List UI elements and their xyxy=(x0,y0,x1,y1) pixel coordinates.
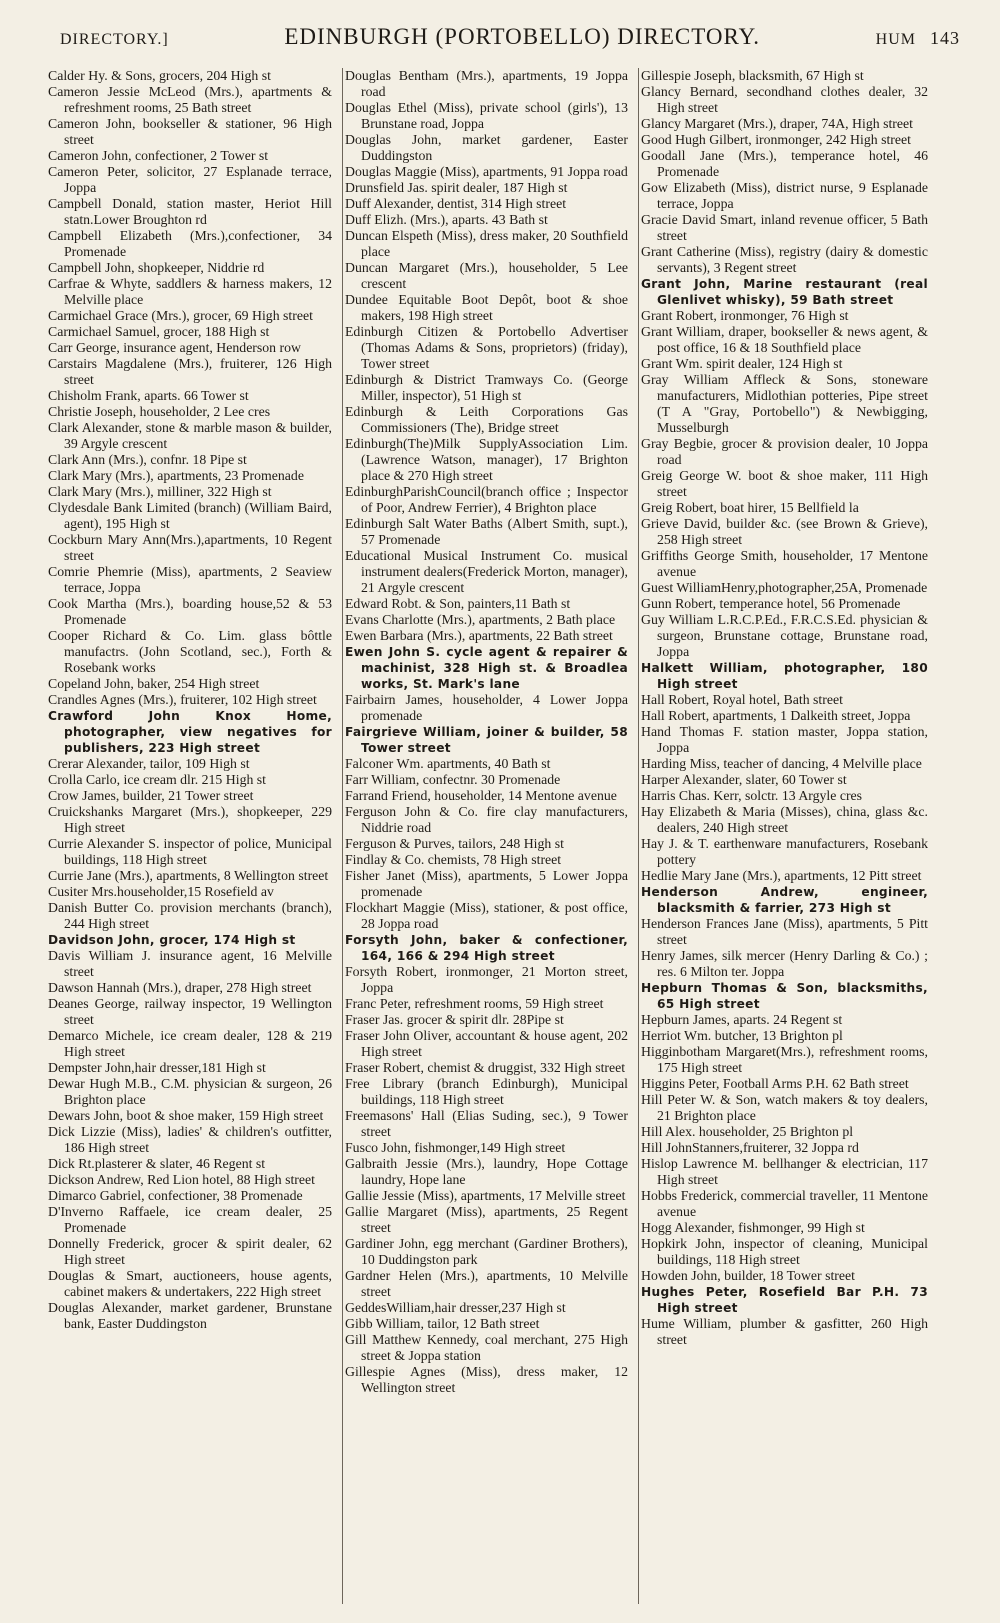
directory-entry: Hepburn Thomas & Son, blacksmiths, 65 High street xyxy=(641,981,928,1011)
directory-entry: Grieve David, builder &c. (see Brown & Grieve), 258 High street xyxy=(641,516,928,547)
directory-entry: Hobbs Frederick, commercial traveller, 11 Mentone avenue xyxy=(641,1188,928,1219)
directory-entry: Ewen John S. cycle agent & repairer & machinist, 328 High st. & Broadlea works, St. Mark's lane xyxy=(345,645,628,691)
directory-entry: Greig Robert, boat hirer, 15 Bellfield la xyxy=(641,500,859,515)
directory-entry: Griffiths George Smith, householder, 17 Mentone avenue xyxy=(641,548,928,579)
directory-entry: Higginbotham Margaret(Mrs.), refreshment rooms, 175 High street xyxy=(641,1044,928,1075)
directory-entry: Gracie David Smart, inland revenue officer, 5 Bath street xyxy=(641,212,928,243)
directory-entry: Drunsfield Jas. spirit dealer, 187 High st xyxy=(345,180,568,195)
directory-entry: Campbell Elizabeth (Mrs.),confectioner, 34 Promenade xyxy=(48,228,332,259)
directory-entry: Crow James, builder, 21 Tower street xyxy=(48,788,254,803)
directory-entry: Henry James, silk mercer (Henry Darling & Co.) ; res. 6 Milton ter. Joppa xyxy=(641,948,928,979)
directory-entry: Cockburn Mary Ann(Mrs.),apartments, 10 Regent street xyxy=(48,532,332,563)
directory-entry: Cameron John, bookseller & stationer, 96 High street xyxy=(48,116,332,147)
directory-entry: Davis William J. insurance agent, 16 Melville street xyxy=(48,948,332,979)
column-2 xyxy=(342,68,634,1604)
directory-entry: Ewen Barbara (Mrs.), apartments, 22 Bath street xyxy=(345,628,613,643)
directory-entry: Gardner Helen (Mrs.), apartments, 10 Melville street xyxy=(345,1268,628,1299)
directory-entry: Fraser Robert, chemist & druggist, 332 High street xyxy=(345,1060,626,1075)
directory-entry: Edinburgh(The)Milk SupplyAssociation Lim. (Lawrence Watson, manager), 17 Brighton place & 270 High street xyxy=(345,436,628,483)
directory-entry: Currie Alexander S. inspector of police, Municipal buildings, 118 High street xyxy=(48,836,332,867)
directory-entry: Ferguson & Purves, tailors, 248 High st xyxy=(345,836,564,851)
page-number: 143 xyxy=(929,28,960,48)
directory-entry: Gow Elizabeth (Miss), district nurse, 9 Esplanade terrace, Joppa xyxy=(641,180,928,211)
directory-entry: Carmichael Samuel, grocer, 188 High st xyxy=(48,324,270,339)
directory-entry: Ferguson John & Co. fire clay manufacturers, Niddrie road xyxy=(345,804,628,835)
directory-entry: Henderson Andrew, engineer, blacksmith & farrier, 273 High st xyxy=(641,885,928,915)
directory-entry: Hay Elizabeth & Maria (Misses), china, glass &c. dealers, 240 High street xyxy=(641,804,928,835)
directory-entry: Harding Miss, teacher of dancing, 4 Melville place xyxy=(641,756,922,771)
directory-entry: Demarco Michele, ice cream dealer, 128 & 219 High street xyxy=(48,1028,332,1059)
directory-entry: Higgins Peter, Football Arms P.H. 62 Bath street xyxy=(641,1076,909,1091)
directory-entry: Grant William, draper, bookseller & news agent, & post office, 16 & 18 Southfield place xyxy=(641,324,928,355)
directory-entry: Good Hugh Gilbert, ironmonger, 242 High street xyxy=(641,132,911,147)
directory-entry: Gillespie Agnes (Miss), dress maker, 12 Wellington street xyxy=(345,1364,628,1395)
directory-entry: Franc Peter, refreshment rooms, 59 High street xyxy=(345,996,604,1011)
directory-entry: Grant John, Marine restaurant (real Glenlivet whisky), 59 Bath street xyxy=(641,277,928,307)
directory-entry: Carmichael Grace (Mrs.), grocer, 69 High street xyxy=(48,308,313,323)
directory-entry: Hill Peter W. & Son, watch makers & toy dealers, 21 Brighton place xyxy=(641,1092,928,1123)
header-left: DIRECTORY.] xyxy=(60,31,169,48)
directory-entry: Clark Ann (Mrs.), confnr. 18 Pipe st xyxy=(48,452,247,467)
directory-entry: Fairgrieve William, joiner & builder, 58 Tower street xyxy=(345,725,628,755)
directory-entry: Glancy Bernard, secondhand clothes dealer, 32 High street xyxy=(641,84,928,115)
directory-entry: Farr William, confectnr. 30 Promenade xyxy=(345,772,561,787)
directory-entry: Dempster John,hair dresser,181 High st xyxy=(48,1060,266,1075)
directory-entry: Fraser John Oliver, accountant & house agent, 202 High street xyxy=(345,1028,628,1059)
directory-entry: Duff Elizh. (Mrs.), aparts. 43 Bath st xyxy=(345,212,548,227)
directory-entry: Fairbairn James, householder, 4 Lower Joppa promenade xyxy=(345,692,628,723)
directory-entry: Cooper Richard & Co. Lim. glass bôttle manufactrs. (John Scotland, sec.), Forth & Rosebank works xyxy=(48,628,332,675)
directory-entry: Guest WilliamHenry,photographer,25A, Promenade xyxy=(641,580,928,595)
directory-entry: Crerar Alexander, tailor, 109 High st xyxy=(48,756,250,771)
directory-entry: Fraser Jas. grocer & spirit dlr. 28Pipe st xyxy=(345,1012,564,1027)
directory-entry: Galbraith Jessie (Mrs.), laundry, Hope Cottage laundry, Hope lane xyxy=(345,1156,628,1187)
directory-entry: Crolla Carlo, ice cream dlr. 215 High st xyxy=(48,772,267,787)
directory-entry: Cruickshanks Margaret (Mrs.), shopkeeper, 229 High street xyxy=(48,804,332,835)
directory-entry: Fusco John, fishmonger,149 High street xyxy=(345,1140,566,1155)
directory-entry: Gray William Affleck & Sons, stoneware manufacturers, Midlothian potteries, Pipe street (T A "Gray, Portobello") & Newbigging, Musselburgh xyxy=(641,372,928,435)
directory-entry: Carr George, insurance agent, Henderson row xyxy=(48,340,301,355)
directory-entry: Douglas Bentham (Mrs.), apartments, 19 Joppa road xyxy=(345,68,628,99)
page-title: EDINBURGH (PORTOBELLO) DIRECTORY. xyxy=(284,24,760,49)
directory-entry: Dick Lizzie (Miss), ladies' & children's outfitter, 186 High street xyxy=(48,1124,332,1155)
directory-entry: GeddesWilliam,hair dresser,237 High st xyxy=(345,1300,566,1315)
directory-entry: Dundee Equitable Boot Depôt, boot & shoe makers, 198 High street xyxy=(345,292,628,323)
column-1 xyxy=(46,68,338,1604)
directory-entry: Grant Robert, ironmonger, 76 High st xyxy=(641,308,849,323)
directory-entry: EdinburghParishCouncil(branch office ; Inspector of Poor, Andrew Ferrier), 4 Brighton place xyxy=(345,484,628,515)
directory-entry: Davidson John, grocer, 174 High st xyxy=(48,933,296,947)
directory-entry: Gunn Robert, temperance hotel, 56 Promenade xyxy=(641,596,901,611)
directory-entry: Hill JohnStanners,fruiterer, 32 Joppa rd xyxy=(641,1140,859,1155)
directory-entry: Crandles Agnes (Mrs.), fruiterer, 102 High street xyxy=(48,692,317,707)
directory-entry: Hopkirk John, inspector of cleaning, Municipal buildings, 118 High street xyxy=(641,1236,928,1267)
directory-entry: Halkett William, photographer, 180 High street xyxy=(641,661,928,691)
directory-entry: Douglas Alexander, market gardener, Brunstane bank, Easter Duddingston xyxy=(48,1300,332,1331)
directory-entry: Grant Catherine (Miss), registry (dairy & domestic servants), 3 Regent street xyxy=(641,244,928,275)
directory-entry: Clark Alexander, stone & marble mason & builder, 39 Argyle crescent xyxy=(48,420,332,451)
directory-entry: Copeland John, baker, 254 High street xyxy=(48,676,260,691)
directory-entry: Dewars John, boot & shoe maker, 159 High street xyxy=(48,1108,324,1123)
directory-entry: Grant Wm. spirit dealer, 124 High st xyxy=(641,356,843,371)
directory-entry: Edinburgh Citizen & Portobello Advertiser (Thomas Adams & Sons, proprietors) (friday), Tower street xyxy=(345,324,628,371)
directory-entry: Hedlie Mary Jane (Mrs.), apartments, 12 Pitt street xyxy=(641,868,922,883)
directory-entry: Douglas John, market gardener, Easter Duddingston xyxy=(345,132,628,163)
directory-entry: Gray Begbie, grocer & provision dealer, 10 Joppa road xyxy=(641,436,928,467)
page-header xyxy=(60,24,960,58)
directory-entry: Gill Matthew Kennedy, coal merchant, 275 High street & Joppa station xyxy=(345,1332,628,1363)
directory-entry: Edward Robt. & Son, painters,11 Bath st xyxy=(345,596,571,611)
directory-entry: Dickson Andrew, Red Lion hotel, 88 High street xyxy=(48,1172,315,1187)
directory-entry: Campbell Donald, station master, Heriot Hill statn.Lower Broughton rd xyxy=(48,196,332,227)
directory-entry: Crawford John Knox Home, photographer, view negatives for publishers, 223 High street xyxy=(48,709,332,755)
directory-entry: Chisholm Frank, aparts. 66 Tower st xyxy=(48,388,249,403)
directory-entry: Cook Martha (Mrs.), boarding house,52 & 53 Promenade xyxy=(48,596,332,627)
directory-entry: Educational Musical Instrument Co. musical instrument dealers(Frederick Morton, manager), 21 Argyle crescent xyxy=(345,548,628,595)
directory-entry: Deanes George, railway inspector, 19 Wellington street xyxy=(48,996,332,1027)
column-3 xyxy=(638,68,934,1604)
directory-entry: Free Library (branch Edinburgh), Municipal buildings, 118 High street xyxy=(345,1076,628,1107)
directory-entry: Cameron John, confectioner, 2 Tower st xyxy=(48,148,269,163)
directory-entry: Greig George W. boot & shoe maker, 111 High street xyxy=(641,468,928,499)
directory-entry: Farrand Friend, householder, 14 Mentone avenue xyxy=(345,788,617,803)
directory-entry: Henderson Frances Jane (Miss), apartments, 5 Pitt street xyxy=(641,916,928,947)
directory-entry: Campbell John, shopkeeper, Niddrie rd xyxy=(48,260,265,275)
directory-entry: Duncan Elspeth (Miss), dress maker, 20 Southfield place xyxy=(345,228,628,259)
directory-entry: Hand Thomas F. station master, Joppa station, Joppa xyxy=(641,724,928,755)
directory-entry: Fisher Janet (Miss), apartments, 5 Lower Joppa promenade xyxy=(345,868,628,899)
directory-entry: Comrie Phemrie (Miss), apartments, 2 Seaview terrace, Joppa xyxy=(48,564,332,595)
directory-entry: Gardiner John, egg merchant (Gardiner Brothers), 10 Duddingston park xyxy=(345,1236,628,1267)
directory-entry: Findlay & Co. chemists, 78 High street xyxy=(345,852,562,867)
directory-entry: Guy William L.R.C.P.Ed., F.R.C.S.Ed. physician & surgeon, Brunstane cottage, Brunstane road, Joppa xyxy=(641,612,928,659)
directory-entry: Dawson Hannah (Mrs.), draper, 278 High street xyxy=(48,980,312,995)
directory-entry: D'Inverno Raffaele, ice cream dealer, 25 Promenade xyxy=(48,1204,332,1235)
header-right xyxy=(876,28,960,49)
directory-entry: Hepburn James, aparts. 24 Regent st xyxy=(641,1012,843,1027)
directory-entry: Herriot Wm. butcher, 13 Brighton pl xyxy=(641,1028,843,1043)
directory-entry: Carstairs Magdalene (Mrs.), fruiterer, 126 High street xyxy=(48,356,332,387)
directory-entry: Calder Hy. & Sons, grocers, 204 High st xyxy=(48,68,271,83)
directory-entry: Gillespie Joseph, blacksmith, 67 High st xyxy=(641,68,864,83)
directory-entry: Dewar Hugh M.B., C.M. physician & surgeon, 26 Brighton place xyxy=(48,1076,332,1107)
directory-entry: Evans Charlotte (Mrs.), apartments, 2 Bath place xyxy=(345,612,616,627)
directory-entry: Clark Mary (Mrs.), apartments, 23 Promenade xyxy=(48,468,304,483)
directory-entry: Clydesdale Bank Limited (branch) (William Baird, agent), 195 High st xyxy=(48,500,332,531)
directory-entry: Danish Butter Co. provision merchants (branch), 244 High street xyxy=(48,900,332,931)
directory-entry: Howden John, builder, 18 Tower street xyxy=(641,1268,855,1283)
running-head-word: HUM xyxy=(875,31,916,48)
directory-entry: Forsyth John, baker & confectioner, 164, 166 & 294 High street xyxy=(345,933,628,963)
directory-entry: Hay J. & T. earthenware manufacturers, Rosebank pottery xyxy=(641,836,928,867)
directory-entry: Douglas Ethel (Miss), private school (girls'), 13 Brunstane road, Joppa xyxy=(345,100,628,131)
directory-entry: Dimarco Gabriel, confectioner, 38 Promenade xyxy=(48,1188,303,1203)
directory-entry: Donnelly Frederick, grocer & spirit dealer, 62 High street xyxy=(48,1236,332,1267)
directory-entry: Forsyth Robert, ironmonger, 21 Morton street, Joppa xyxy=(345,964,628,995)
directory-entry: Duncan Margaret (Mrs.), householder, 5 Lee crescent xyxy=(345,260,628,291)
directory-entry: Hume William, plumber & gasfitter, 260 High street xyxy=(641,1316,928,1347)
directory-entry: Falconer Wm. apartments, 40 Bath st xyxy=(345,756,551,771)
directory-entry: Gallie Jessie (Miss), apartments, 17 Melville street xyxy=(345,1188,626,1203)
directory-entry: Douglas & Smart, auctioneers, house agents, cabinet makers & undertakers, 222 High street xyxy=(48,1268,332,1299)
directory-entry: Hislop Lawrence M. bellhanger & electrician, 117 High street xyxy=(641,1156,928,1187)
directory-entry: Cusiter Mrs.householder,15 Rosefield av xyxy=(48,884,274,899)
directory-entry: Hogg Alexander, fishmonger, 99 High st xyxy=(641,1220,865,1235)
directory-entry: Edinburgh Salt Water Baths (Albert Smith, supt.), 57 Promenade xyxy=(345,516,628,547)
directory-entry: Goodall Jane (Mrs.), temperance hotel, 46 Promenade xyxy=(641,148,928,179)
directory-entry: Cameron Jessie McLeod (Mrs.), apartments & refreshment rooms, 25 Bath street xyxy=(48,84,332,115)
directory-entry: Glancy Margaret (Mrs.), draper, 74A, High street xyxy=(641,116,913,131)
directory-columns xyxy=(46,68,934,1604)
directory-entry: Gallie Margaret (Miss), apartments, 25 Regent street xyxy=(345,1204,628,1235)
directory-entry: Carfrae & Whyte, saddlers & harness makers, 12 Melville place xyxy=(48,276,332,307)
directory-entry: Douglas Maggie (Miss), apartments, 91 Joppa road xyxy=(345,164,628,179)
directory-entry: Edinburgh & Leith Corporations Gas Commissioners (The), Bridge street xyxy=(345,404,628,435)
directory-entry: Edinburgh & District Tramways Co. (George Miller, inspector), 51 High st xyxy=(345,372,628,403)
directory-entry: Cameron Peter, solicitor, 27 Esplanade terrace, Joppa xyxy=(48,164,332,195)
directory-entry: Gibb William, tailor, 12 Bath street xyxy=(345,1316,540,1331)
directory-entry: Duff Alexander, dentist, 314 High street xyxy=(345,196,567,211)
directory-entry: Currie Jane (Mrs.), apartments, 8 Wellington street xyxy=(48,868,329,883)
directory-entry: Christie Joseph, householder, 2 Lee cres xyxy=(48,404,271,419)
directory-entry: Hughes Peter, Rosefield Bar P.H. 73 High street xyxy=(641,1285,928,1315)
directory-entry: Dick Rt.plasterer & slater, 46 Regent st xyxy=(48,1156,266,1171)
directory-entry: Freemasons' Hall (Elias Suding, sec.), 9 Tower street xyxy=(345,1108,628,1139)
directory-entry: Hall Robert, Royal hotel, Bath street xyxy=(641,692,843,707)
directory-entry: Hall Robert, apartments, 1 Dalkeith street, Joppa xyxy=(641,708,911,723)
directory-entry: Clark Mary (Mrs.), milliner, 322 High st xyxy=(48,484,272,499)
directory-entry: Harper Alexander, slater, 60 Tower st xyxy=(641,772,847,787)
directory-entry: Harris Chas. Kerr, solctr. 13 Argyle cres xyxy=(641,788,863,803)
directory-entry: Hill Alex. householder, 25 Brighton pl xyxy=(641,1124,854,1139)
directory-entry: Flockhart Maggie (Miss), stationer, & post office, 28 Joppa road xyxy=(345,900,628,931)
